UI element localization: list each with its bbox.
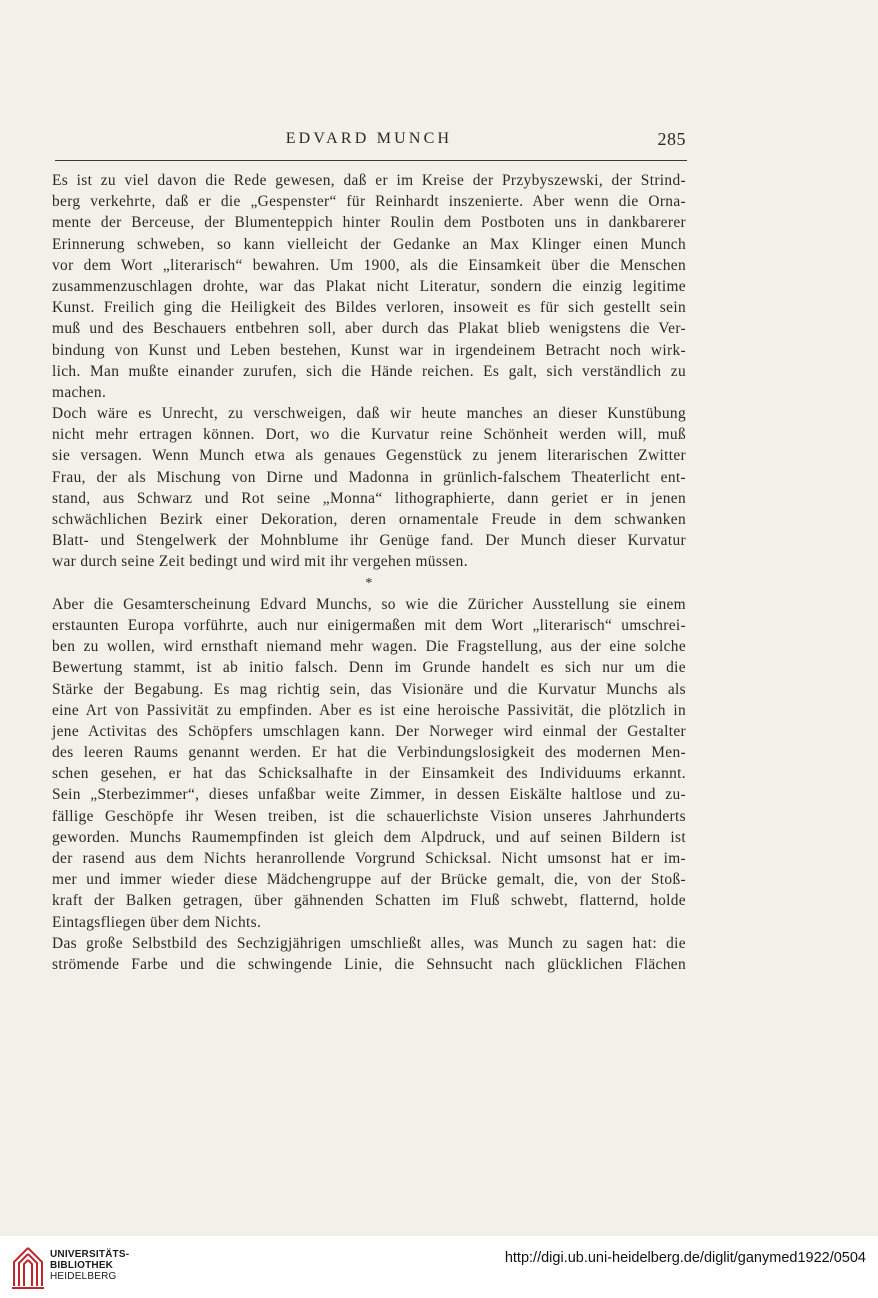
text-line: geworden. Munchs Raumempfinden ist gleich dem Alpdruck, und auf seinen Bildern ist: [52, 828, 686, 846]
text-line: fällige Geschöpfe ihr Wesen treiben, ist die schauerlichste Vision unseres Jahrhunderts: [52, 807, 686, 825]
text-line: Frau, der als Mischung von Dirne und Madonna in grünlich-falschem Theaterlicht ent-: [52, 468, 686, 486]
library-name-line2: BIBLIOTHEK: [50, 1260, 114, 1271]
library-name-line3: HEIDELBERG: [50, 1271, 117, 1282]
text-line: vor dem Wort „literarisch“ bewahren. Um 1900, als die Einsamkeit über die Menschen: [52, 256, 686, 274]
text-line: schwächlichen Bezirk einer Dekoration, deren ornamentale Freude in dem schwanken: [52, 511, 686, 528]
text-line: Bewertung stammt, ist ab initio falsch. Denn im Grunde handelt es sich nur um die: [52, 659, 686, 677]
text-line: strömende Farbe und die schwingende Linie, die Sehnsucht nach glücklichen Flächen: [52, 955, 686, 973]
text-line: Stärke der Begabung. Es mag richtig sein, das Visionäre und die Kurvatur Munchs als: [52, 680, 686, 698]
text-line: kraft der Balken getragen, über gähnenden Schatten im Fluß schwebt, flatternd, holde: [52, 892, 686, 910]
text-line: des leeren Raums genannt werden. Er hat die Verbindungslosigkeit des modernen Men-: [52, 744, 686, 762]
text-line: der rasend aus dem Nichts heranrollende Vorgrund Schicksal. Nicht umsonst hat er im-: [52, 850, 686, 867]
text-line: berg verkehrte, daß er die „Gespenster“ für Reinhardt inszenierte. Aber wenn die Orna-: [52, 193, 686, 211]
text-line: ben zu wollen, wird ernsthaft niemand mehr wagen. Die Fragstellung, aus der eine solche: [52, 638, 686, 656]
text-line: schen gesehen, er hat das Schicksalhafte in der Einsamkeit des Individuums erkannt.: [52, 765, 686, 783]
text-line: Blatt- und Stengelwerk der Mohnblume ihr Genüge fand. Der Munch dieser Kurvatur: [52, 532, 686, 550]
library-name[interactable]: [50, 1249, 129, 1282]
footer-bar: [0, 1236, 878, 1298]
text-line: Aber die Gesamterscheinung Edvard Munchs, so wie die Züricher Ausstellung sie einem: [52, 595, 686, 613]
body-text: [52, 170, 686, 975]
header-rule: [55, 160, 687, 161]
text-line: jene Activitas des Schöpfers umschlagen kann. Der Norweger wird einmal der Gestalter: [52, 722, 686, 740]
text-line: nicht mehr ertragen können. Dort, wo die Kurvatur reine Schönheit werden will, muß: [52, 426, 686, 444]
text-line: sie versagen. Wenn Munch etwa als genaues Gegenstück zu jenem literarischen Zwitter: [52, 447, 686, 465]
library-name-line1: UNIVERSITÄTS-: [50, 1249, 130, 1260]
text-line: zusammenzuschlagen drohte, war das Plakat nicht Literatur, sondern die einzig legitime: [52, 277, 686, 295]
text-line: Das große Selbstbild des Sechzigjährigen umschließt alles, was Munch zu sagen hat: die: [52, 934, 686, 952]
text-line: Eintagsfliegen über dem Nichts.: [52, 913, 262, 931]
text-line: eine Art von Passivität zu empfinden. Aber es ist eine heroische Passivität, die plötzlich in: [52, 701, 686, 719]
running-head-title: EDVARD MUNCH: [285, 130, 453, 147]
section-break-asterisk: *: [365, 575, 373, 591]
text-line: muß und des Beschauers entbehren soll, aber durch das Plakat blieb wenigstens die Ver-: [52, 320, 686, 338]
text-line: stand, aus Schwarz und Rot seine „Monna“ lithographierte, dann geriet er in jenen: [52, 489, 686, 507]
text-line: war durch seine Zeit bedingt und wird mit ihr vergehen müssen.: [52, 553, 468, 571]
text-line: mente der Berceuse, der Blumenteppich hinter Roulin dem Postboten uns in dankbarerer: [52, 214, 686, 232]
text-line: erstaunten Europa vorführte, auch nur einigermaßen mit dem Wort „literarisch“ umschrei-: [52, 616, 686, 634]
source-url-link[interactable]: http://digi.ub.uni-heidelberg.de/diglit/ganymed1922/0504: [504, 1250, 866, 1266]
text-line: lich. Man mußte einander zurufen, sich die Hände reichen. Es galt, sich verständlich zu: [52, 362, 686, 380]
text-line: Es ist zu viel davon die Rede gewesen, daß er im Kreise der Przybyszewski, der Strind-: [52, 172, 686, 189]
text-line: bindung von Kunst und Leben bestehen, Kunst war in irgendeinem Betracht noch wirk-: [52, 341, 686, 359]
running-head: [52, 130, 686, 154]
text-line: mer und immer wieder diese Mädchengruppe auf der Brücke gemalt, die, von der Stoß-: [52, 871, 686, 889]
text-line: Sein „Sterbezimmer“, dieses unfaßbar weite Zimmer, in dessen Eiskälte haltlose und zu-: [52, 786, 686, 804]
page-number: 285: [657, 129, 686, 149]
text-line: Doch wäre es Unrecht, zu verschweigen, daß wir heute manches an dieser Kunstübung: [52, 405, 686, 423]
text-line: Kunst. Freilich ging die Heiligkeit des Bildes verloren, insoweit es für sich gestellt sein: [52, 299, 686, 317]
library-logo-icon[interactable]: [10, 1244, 46, 1290]
text-line: machen.: [52, 383, 107, 401]
text-line: Erinnerung schweben, so kann vielleicht der Gedanke an Max Klinger einen Munch: [52, 235, 686, 253]
